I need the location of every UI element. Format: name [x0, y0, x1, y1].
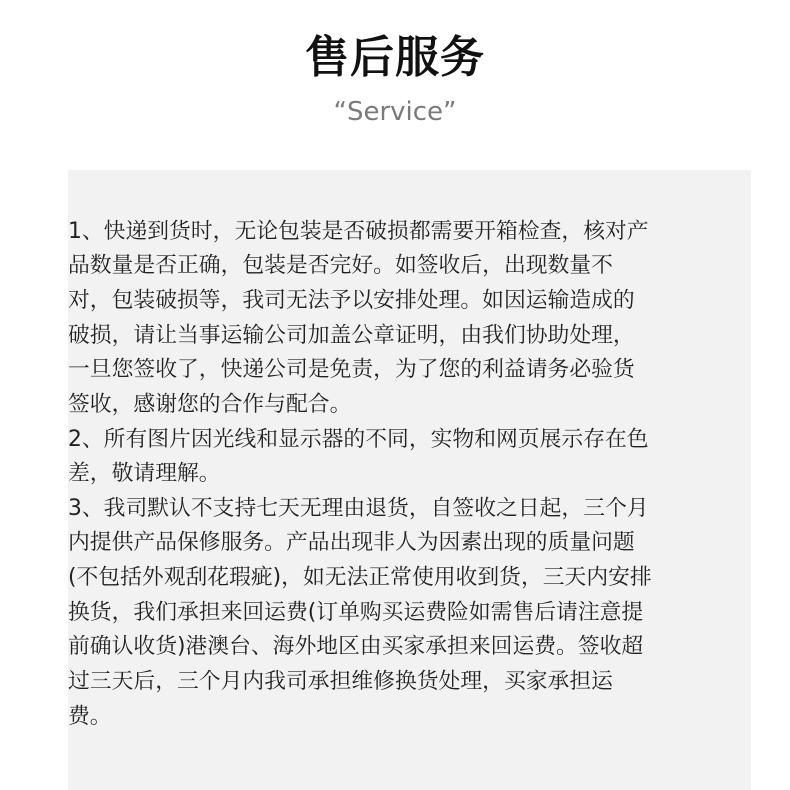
policy-line: 过三天后，三个月内我司承担维修换货处理，买家承担运 — [68, 669, 613, 694]
policy-line: 差，敬请理解。 — [68, 461, 221, 486]
page-title: 售后服务 — [305, 32, 485, 83]
policy-line: 内提供产品保修服务。产品出现非人为因素出现的质量问题 — [68, 530, 635, 555]
policy-line: 2、所有图片因光线和显示器的不同，实物和网页展示存在色 — [68, 427, 649, 452]
policy-line: 1、快递到货时，无论包装是否破损都需要开箱检查，核对产 — [68, 219, 649, 244]
policy-line: 3、我司默认不支持七天无理由退货，自签收之日起，三个月 — [68, 496, 649, 521]
policy-line: 破损，请让当事运输公司加盖公章证明，由我们协助处理， — [68, 323, 635, 348]
policy-line: 签收，感谢您的合作与配合。 — [68, 392, 352, 417]
policy-line: 一旦您签收了，快递公司是免责，为了您的利益请务必验货 — [68, 357, 635, 382]
policy-line: (不包括外观刮花瑕疵)，如无法正常使用收到货，三天内安排 — [68, 565, 652, 590]
policy-line: 前确认收货)港澳台、海外地区由买家承担来回运费。签收超 — [68, 634, 644, 659]
page-subtitle: “Service” — [333, 97, 457, 127]
service-policy-panel — [68, 170, 751, 790]
policy-line: 换货，我们承担来回运费(订单购买运费险如需售后请注意提 — [68, 600, 644, 625]
policy-line: 对，包装破损等，我司无法予以安排处理。如因运输造成的 — [68, 288, 635, 313]
policy-line: 品数量是否正确，包装是否完好。如签收后，出现数量不 — [68, 253, 613, 278]
policy-line: 费。 — [68, 704, 112, 729]
